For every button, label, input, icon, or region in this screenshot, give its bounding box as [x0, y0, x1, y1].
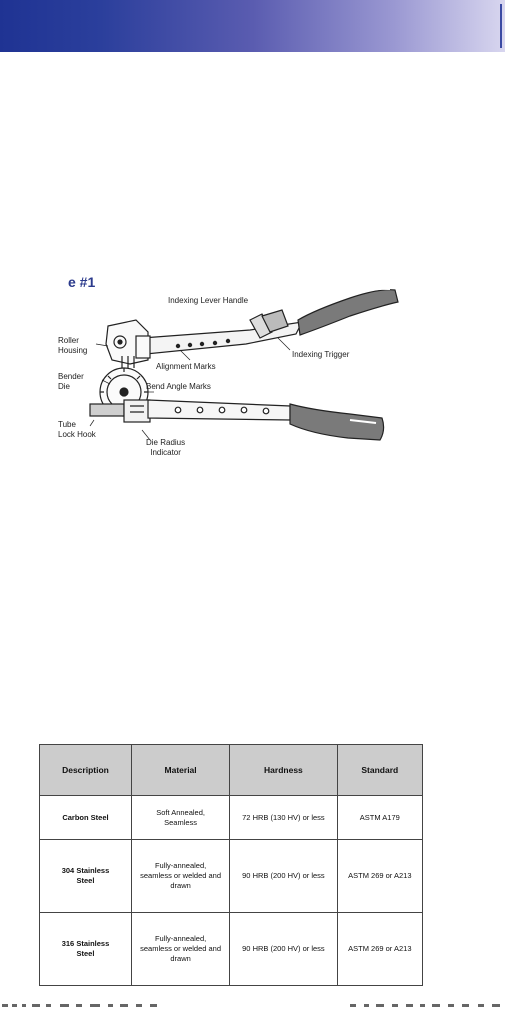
cell-standard: ASTM 269 or A213	[337, 913, 422, 986]
table-row	[40, 796, 423, 840]
callout-die-radius-indicator: Die Radius Indicator	[146, 438, 186, 457]
cell-description: 316 Stainless Steel	[40, 913, 132, 986]
table-row	[40, 913, 423, 986]
header-description: Description	[40, 745, 132, 796]
header-standard: Standard	[337, 745, 422, 796]
callout-bender-die: Bender Die	[58, 372, 84, 391]
callout-roller-housing: Roller Housing	[58, 336, 88, 355]
header-hardness: Hardness	[230, 745, 337, 796]
tube-bender-figure	[50, 280, 450, 470]
callout-indexing-trigger: Indexing Trigger	[292, 350, 350, 359]
banner-edge-line	[500, 4, 502, 48]
cell-material: Fully-annealed, seamless or welded and drawn	[131, 840, 229, 913]
callout-bend-angle-marks: Bend Angle Marks	[146, 382, 211, 391]
cell-standard: ASTM 269 or A213	[337, 840, 422, 913]
lower-handle-drawing	[148, 400, 384, 440]
tubing-spec-table	[39, 744, 423, 986]
tube-bender-illustration	[50, 280, 450, 470]
cell-hardness: 90 HRB (200 HV) or less	[230, 913, 337, 986]
cell-description: 304 Stainless Steel	[40, 840, 132, 913]
callout-indexing-lever-handle: Indexing Lever Handle	[168, 296, 249, 305]
cell-description: Carbon Steel	[40, 796, 132, 840]
cell-hardness: 90 HRB (200 HV) or less	[230, 840, 337, 913]
cell-material: Soft Annealed, Seamless	[131, 796, 229, 840]
header-material: Material	[131, 745, 229, 796]
cell-hardness: 72 HRB (130 HV) or less	[230, 796, 337, 840]
cell-material: Fully-annealed, seamless or welded and drawn	[131, 913, 229, 986]
table-row	[40, 840, 423, 913]
roller-housing-drawing	[106, 320, 150, 368]
table-header-row	[40, 745, 423, 796]
header-banner	[0, 0, 505, 52]
callout-tube-lock-hook: Tube Lock Hook	[58, 420, 96, 439]
figure-label: e #1	[68, 274, 96, 290]
callout-alignment-marks: Alignment Marks	[156, 362, 216, 371]
cropped-footer-text	[0, 1003, 505, 1009]
cell-standard: ASTM A179	[337, 796, 422, 840]
